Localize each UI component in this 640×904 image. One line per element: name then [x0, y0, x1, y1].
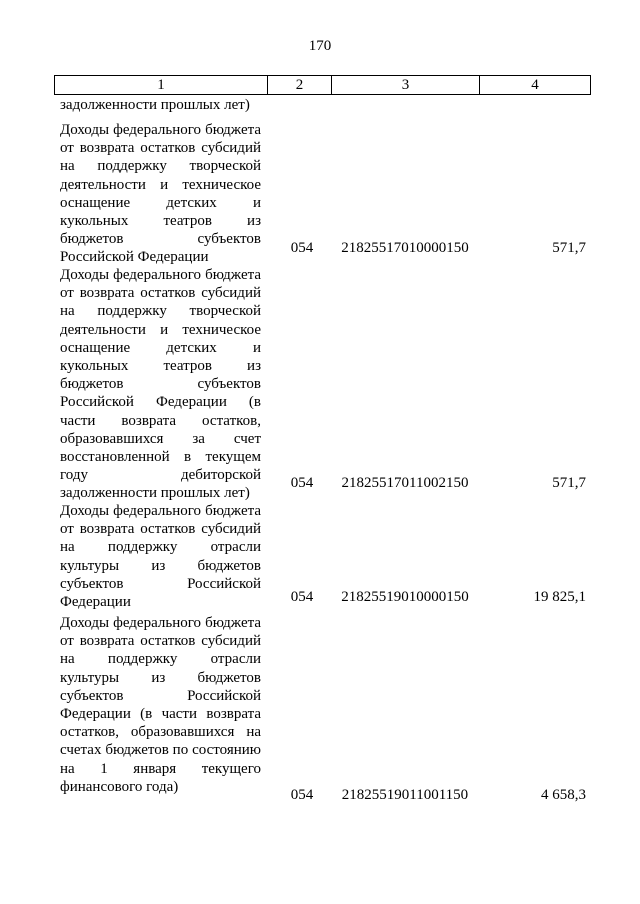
- row-description: Доходы федерального бюджета от возврата остатков субсидий на поддержку отрасли культуры из бюджетов субъектов Российской Федерации: [60, 503, 261, 611]
- row-amount: 19 825,1: [533, 589, 586, 605]
- row-description: Доходы федерального бюджета от возврата остатков субсидий на поддержку творческой деятельности и техническое оснащение детских и кукольных театров из бюджетов субъектов Российской Федерации (в части возврата остатков, образовавшихся за счет восстановленной в текущем году дебиторской задолженности прошлых лет): [60, 267, 261, 502]
- row-admin-code: 054: [290, 240, 314, 256]
- row-admin-code: 054: [290, 589, 314, 605]
- column-header-table: [54, 75, 591, 95]
- row-kbk-code: 21825517011002150: [341, 475, 469, 491]
- column-header-4: 4: [480, 76, 591, 95]
- page-number: 170: [308, 38, 332, 54]
- column-header-row: [55, 76, 591, 95]
- row-admin-code: 054: [290, 475, 314, 491]
- row-kbk-code: 21825517010000150: [341, 240, 469, 256]
- row-description: Доходы федерального бюджета от возврата остатков субсидий на поддержку отрасли культуры из бюджетов субъектов Российской Федерации (в части возврата остатков, образовавшихся на счетах бюджетов по состоянию на 1 января текущего финансового года): [60, 615, 261, 795]
- row-amount: 571,7: [552, 475, 586, 491]
- column-header-3: 3: [332, 76, 480, 95]
- column-header-2: 2: [268, 76, 332, 95]
- row-kbk-code: 21825519010000150: [341, 589, 469, 605]
- row-amount: 4 658,3: [541, 787, 586, 803]
- column-header-1: 1: [55, 76, 268, 95]
- continuation-text: задолженности прошлых лет): [60, 97, 250, 113]
- row-description: Доходы федерального бюджета от возврата остатков субсидий на поддержку творческой деятельности и техническое оснащение детских и кукольных театров из бюджетов субъектов Российской Федерации: [60, 122, 261, 266]
- row-amount: 571,7: [552, 240, 586, 256]
- row-kbk-code: 21825519011001150: [341, 787, 469, 803]
- row-admin-code: 054: [290, 787, 314, 803]
